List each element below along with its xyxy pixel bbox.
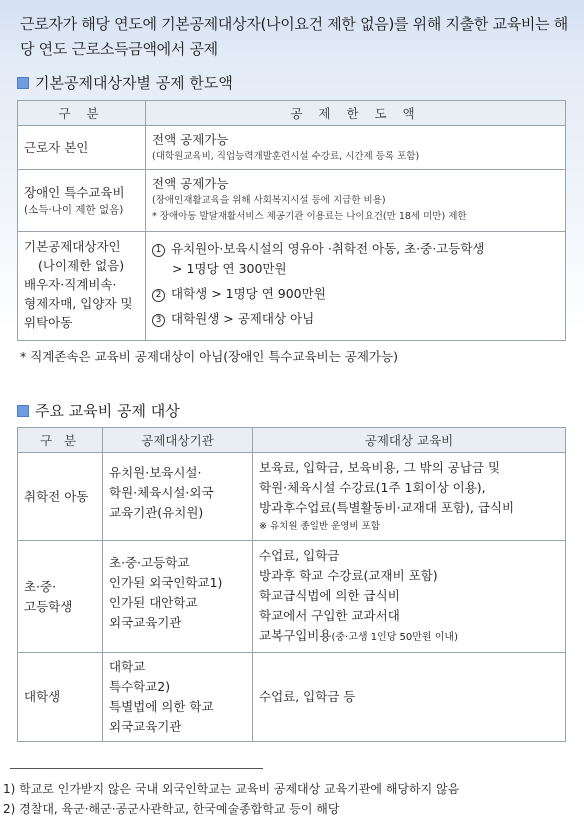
education-targets-table — [17, 427, 566, 742]
row-content — [146, 232, 566, 341]
institution-line: 학원·체육시설·외국 — [109, 485, 214, 500]
institution-line: 교육기관(유치원) — [109, 505, 204, 520]
footnote-2: 2) 경찰대, 육군·해군·공군사관학교, 한국예술종합학교 등이 해당 — [3, 802, 340, 816]
institution-line: 인가된 외국인학교1) — [109, 575, 223, 590]
footnote-divider — [10, 768, 263, 769]
row-label-text: 장애인 특수교육비 — [24, 185, 125, 200]
header-category: 구 분 — [18, 428, 103, 453]
row-label-sub: (소득·나이 제한 없음) — [24, 204, 124, 216]
institution-line: 특별법에 의한 학교 — [109, 699, 214, 714]
row-label — [18, 653, 103, 742]
item-text: 대학생 > 1명당 연 900만원 — [171, 286, 326, 301]
row-label-line: 기본공제대상자인 — [24, 239, 121, 254]
list-item — [152, 283, 559, 304]
row-label-text: 취학전 아동 — [24, 488, 89, 504]
expenses-cell — [253, 653, 566, 742]
institution-line: 초·중·고등학교 — [109, 555, 190, 570]
header-expenses: 공제대상 교육비 — [253, 428, 566, 453]
table-row — [18, 653, 566, 742]
row-label-text: 근로자 본인 — [24, 139, 89, 155]
item-sub-text: > 1명당 연 300만원 — [172, 261, 287, 276]
limit-sub: (대학원교육비, 직업능력개발훈련시설 수강료, 시간제 등록 포함) — [152, 151, 420, 162]
expenses-cell — [253, 541, 566, 653]
institution-line: 외국교육기관 — [109, 615, 182, 630]
section-title-education-targets — [17, 400, 180, 421]
expenses-cell — [253, 453, 566, 541]
deduction-limit-table — [17, 100, 566, 341]
table-row — [18, 126, 566, 170]
expense-line: 보육료, 입학금, 보육비용, 그 밖의 공납금 및 — [259, 460, 501, 475]
list-item — [152, 308, 559, 329]
item-text: 대학원생 > 공제대상 아님 — [171, 311, 315, 326]
section-title-deduction-limit — [17, 72, 233, 93]
expense-note: ※ 유치원 종일반 운영비 포함 — [259, 521, 380, 532]
note-text: * 직계존속은 교육비 공제대상이 아님(장애인 특수교육비는 공제가능) — [20, 349, 398, 364]
institution-line: 대학교 — [109, 659, 146, 674]
institution-line: 외국교육기관 — [109, 719, 182, 734]
row-label — [18, 541, 103, 653]
expense-line: 수업료, 입학금 — [259, 548, 340, 563]
expense-line: 학원·체육시설 수강료(1주 1회이상 이용), — [259, 480, 486, 495]
list-item — [152, 238, 559, 259]
item-text: 유치원아·보육시설의 영유아 ·취학전 아동, 초·중·고등학생 — [171, 241, 485, 256]
institution-line: 특수학교2) — [109, 679, 171, 694]
expense-line: 학교급식법에 의한 급식비 — [259, 588, 400, 603]
table-header-row — [18, 101, 566, 126]
table-row — [18, 541, 566, 653]
header-category: 구 분 — [18, 101, 146, 126]
table-row — [18, 232, 566, 341]
row-label-line: 형제자매, 입양자 및 — [24, 296, 133, 311]
table-row — [18, 453, 566, 541]
row-label-line: (나이제한 없음) — [38, 258, 125, 273]
row-label-text: 대학생 — [24, 689, 61, 704]
square-bullet-icon — [17, 77, 29, 89]
expense-line: 방과후수업료(특별활동비·교재대 포함), 급식비 — [259, 500, 515, 515]
expense-line: 방과후 학교 수강료(교재비 포함) — [259, 568, 438, 583]
limit-main: 전액 공제가능 — [152, 132, 229, 147]
institution-line: 유치원·보육시설· — [109, 465, 202, 480]
circled-number-icon: 2 — [152, 289, 165, 302]
section-title-text: 기본공제대상자별 공제 한도액 — [35, 74, 233, 92]
square-bullet-icon — [17, 405, 29, 417]
row-label — [18, 170, 146, 232]
limit-sub: (장애인재활교육을 위해 사회복지시설 등에 지급한 비용) — [152, 195, 386, 206]
expense-text: 교복구입비용 — [259, 628, 332, 643]
institution-cell — [103, 541, 253, 653]
limit-main: 전액 공제가능 — [152, 176, 229, 191]
row-label-line: 초·중· — [24, 578, 57, 594]
table-header-row — [18, 428, 566, 453]
circled-number-icon: 1 — [152, 244, 165, 257]
limit-note: * 장애아동 발달재활서비스 제공기관 이용료는 나이요건(만 18세 미만) 제한 — [152, 211, 467, 222]
row-label-line: 고등학생 — [24, 598, 73, 614]
expense-note: (중·고생 1인당 50만원 이내) — [331, 632, 458, 643]
row-label — [18, 232, 146, 341]
intro-text: 근로자가 해당 연도에 기본공제대상자(나이요건 제한 없음)를 위해 지출한 교육비는 해당 연도 근로소득금액에서 공제 — [20, 15, 568, 58]
circled-number-icon: 3 — [152, 314, 165, 327]
row-label-line: 위탁아동 — [24, 315, 73, 330]
institution-cell — [103, 653, 253, 742]
institution-cell — [103, 453, 253, 541]
header-limit: 공 제 한 도 액 — [146, 101, 566, 126]
expense-line: 수업료, 입학금 등 — [259, 689, 356, 704]
row-content — [146, 126, 566, 170]
row-label — [18, 453, 103, 541]
row-content — [146, 170, 566, 232]
expense-line — [259, 626, 559, 648]
row-label-line: 배우자·직계비속· — [24, 277, 117, 292]
institution-line: 인가된 대안학교 — [109, 595, 198, 610]
row-label — [18, 126, 146, 170]
table-row — [18, 170, 566, 232]
section-title-text: 주요 교육비 공제 대상 — [35, 402, 180, 420]
expense-line: 학교에서 구입한 교과서대 — [259, 608, 400, 623]
header-institution: 공제대상기관 — [103, 428, 253, 453]
footnote-1: 1) 학교로 인가받지 않은 국내 외국인학교는 교육비 공제대상 교육기관에 해당하지 않음 — [3, 782, 460, 796]
